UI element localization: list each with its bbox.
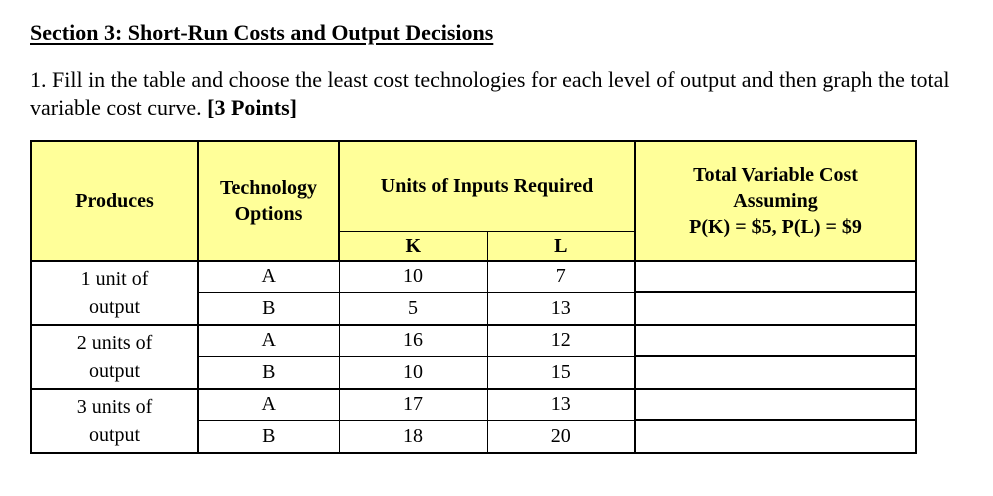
question-text [30, 66, 970, 122]
produces-1-unit [31, 261, 198, 325]
tech-option: B [198, 356, 339, 389]
l-units: 13 [487, 292, 635, 325]
tech-option: A [198, 261, 339, 292]
l-units: 15 [487, 356, 635, 389]
header-tvc-line1: Total Variable Cost [693, 164, 858, 186]
header-technology-line1: Technology [219, 177, 318, 199]
tvc-input-cell[interactable] [635, 420, 916, 453]
header-total-variable-cost [635, 141, 916, 261]
header-units-required: Units of Inputs Required [339, 141, 635, 231]
l-units: 12 [487, 325, 635, 356]
k-units: 5 [339, 292, 487, 325]
produces-line1: 2 units of [76, 332, 153, 354]
tech-option: A [198, 325, 339, 356]
l-units: 13 [487, 389, 635, 420]
k-units: 10 [339, 261, 487, 292]
k-units: 10 [339, 356, 487, 389]
tvc-input-cell[interactable] [635, 389, 916, 420]
header-produces: Produces [31, 141, 198, 261]
l-units: 7 [487, 261, 635, 292]
produces-line1: 3 units of [76, 396, 153, 418]
section-heading: Section 3: Short-Run Costs and Output Decisions [30, 20, 494, 45]
k-units: 17 [339, 389, 487, 420]
produces-3-units [31, 389, 198, 453]
header-l: L [487, 231, 635, 261]
question-body: Fill in the table and choose the least cost technologies for each level of output and then graph the total variable cost curve. [30, 67, 950, 120]
produces-line1: 1 unit of [80, 268, 149, 290]
cost-table [30, 140, 917, 454]
tvc-input-cell[interactable] [635, 356, 916, 389]
produces-line2: output [88, 296, 141, 318]
tvc-input-cell[interactable] [635, 261, 916, 292]
header-technology-line2: Options [234, 203, 303, 225]
header-tvc-line2: Assuming [733, 190, 818, 212]
l-units: 20 [487, 420, 635, 453]
tech-option: B [198, 292, 339, 325]
header-tvc-line3: P(K) = $5, P(L) = $9 [689, 216, 862, 238]
produces-line2: output [88, 424, 141, 446]
question-points: [3 Points] [207, 95, 297, 120]
k-units: 16 [339, 325, 487, 356]
tech-option: A [198, 389, 339, 420]
tvc-input-cell[interactable] [635, 325, 916, 356]
tech-option: B [198, 420, 339, 453]
k-units: 18 [339, 420, 487, 453]
produces-2-units [31, 325, 198, 389]
tvc-input-cell[interactable] [635, 292, 916, 325]
header-technology [198, 141, 339, 261]
produces-line2: output [88, 360, 141, 382]
question-number: 1. [30, 67, 47, 92]
header-k: K [339, 231, 487, 261]
